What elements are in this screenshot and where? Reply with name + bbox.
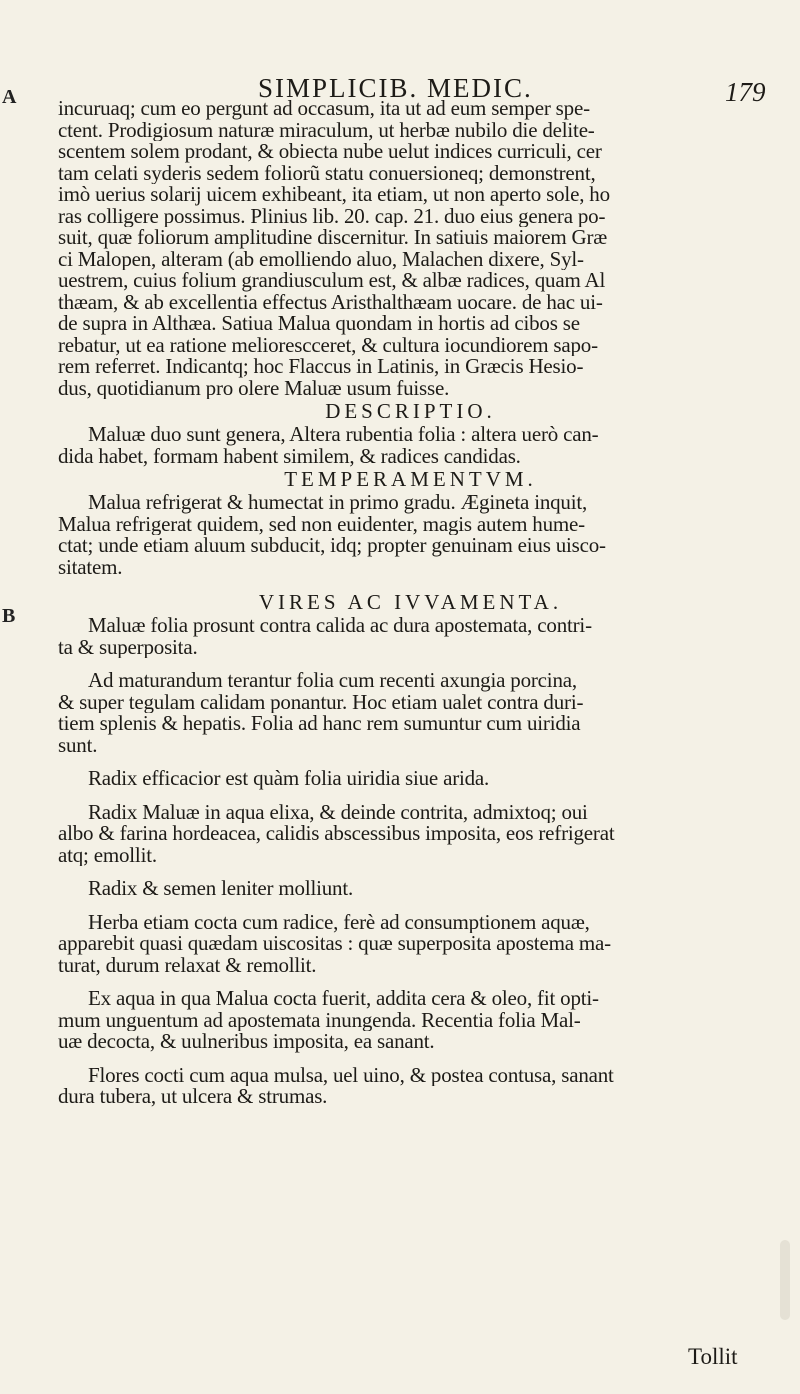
text-line: imò uerius solarij uicem exhibeant, ita etiam, ut non aperto sole, ho — [58, 184, 610, 206]
text-line: Maluæ duo sunt genera, Altera rubentia folia : altera uerò can- — [88, 424, 599, 446]
text-line: Malua refrigerat & humectat in primo gradu. Ægineta inquit, — [88, 492, 588, 514]
text-line: ctat; unde etiam aluum subducit, idq; propter genuinam eius uisco- — [58, 535, 606, 557]
catchword: Tollit — [688, 1344, 738, 1369]
paper-stain — [780, 1240, 790, 1320]
text-line: Ex aqua in qua Malua cocta fuerit, addita cera & oleo, fit opti- — [88, 988, 599, 1010]
margin-letter-a: A — [2, 86, 17, 108]
paragraph-vires-5 — [58, 878, 763, 900]
paragraph-vires-7 — [58, 988, 763, 1053]
text-line: suit, quæ foliorum amplitudine discernitur. In satiuis maiorem Græ — [58, 227, 608, 249]
text-line: ctent. Prodigiosum naturæ miraculum, ut herbæ nubilo die delite- — [58, 119, 595, 141]
heading-descriptio: DESCRIPTIO. — [325, 399, 496, 423]
text-line: tam celati syderis sedem foliorũ statu conuersioneq; demonstrent, — [58, 162, 596, 184]
text-line: Herba etiam cocta cum radice, ferè ad consumptionem aquæ, — [88, 911, 590, 933]
text-line: Radix & semen leniter molliunt. — [88, 878, 354, 900]
paragraph-temperamentum — [58, 492, 763, 578]
text-line: de supra in Althæa. Satiua Malua quondam in hortis ad cibos se — [58, 313, 580, 335]
text-line: sunt. — [58, 734, 98, 756]
text-line: Maluæ folia prosunt contra calida ac dura apostemata, contri- — [88, 615, 592, 637]
text-line: turat, durum relaxat & remollit. — [58, 954, 317, 976]
text-line: thæam, & ab excellentia effectus Aristhalthæam uocare. de hac ui- — [58, 291, 603, 313]
text-line: albo & farina hordeacea, calidis abscessibus imposita, eos refrigerat — [58, 823, 615, 845]
page-number: 179 — [725, 77, 766, 107]
paragraph-vires-8 — [58, 1065, 763, 1108]
paragraph-vires-2 — [58, 670, 763, 756]
text-line: uestrem, cuius folium grandiusculum est, & albæ radices, quam Al — [58, 270, 606, 292]
text-line: atq; emollit. — [58, 844, 157, 866]
text-line: & super tegulam calidam ponantur. Hoc etiam ualet contra duri- — [58, 691, 584, 713]
paragraph-vires-1 — [58, 615, 763, 658]
page-body — [58, 98, 763, 1108]
margin-letter-b: B — [2, 605, 16, 627]
text-line: mum unguentum ad apostemata inungenda. Recentia folia Mal- — [58, 1009, 581, 1031]
heading-vires: VIRES AC IVVAMENTA. — [258, 590, 563, 614]
text-line: sitatem. — [58, 556, 123, 578]
paragraph-vires-3 — [58, 768, 763, 790]
text-line: scentem solem prodant, & obiecta nube uelut indices curriculi, cer — [58, 141, 602, 163]
text-line: uæ decocta, & uulneribus imposita, ea sanant. — [58, 1031, 435, 1053]
paragraph-vires-4 — [58, 802, 763, 867]
text-line: ras colligere possimus. Plinius lib. 20. cap. 21. duo eius genera po- — [58, 205, 606, 227]
text-line: Radix efficacior est quàm folia uiridia siue arida. — [88, 768, 490, 790]
paragraph-descriptio — [58, 424, 763, 467]
text-line: incuruaq; cum eo pergunt ad occasum, ita ut ad eum semper spe- — [58, 98, 590, 120]
paragraph-vires-6 — [58, 912, 763, 977]
text-line: Flores cocti cum aqua mulsa, uel uino, & postea contusa, sanant — [88, 1064, 614, 1086]
heading-temperamentum: TEMPERAMENTVM. — [284, 467, 537, 491]
text-line: tiem splenis & hepatis. Folia ad hanc rem sumuntur cum uiridia — [58, 713, 581, 735]
text-line: ta & superposita. — [58, 636, 198, 658]
text-line: dura tubera, ut ulcera & strumas. — [58, 1086, 328, 1108]
running-head-title: SIMPLICIB. MEDIC. — [258, 73, 533, 103]
text-line: dus, quotidianum pro olere Maluæ usum fuisse. — [58, 377, 450, 399]
paragraph-intro — [58, 98, 763, 399]
text-line: rem referret. Indicantq; hoc Flaccus in Latinis, in Græcis Hesio- — [58, 356, 584, 378]
text-line: Radix Maluæ in aqua elixa, & deinde contrita, admixtoq; oui — [88, 801, 588, 823]
text-line: ci Malopen, alteram (ab emolliendo aluo, Malachen dixere, Syl- — [58, 248, 584, 270]
text-line: rebatur, ut ea ratione meliorescceret, & cultura iocundiorem sapo- — [58, 334, 598, 356]
text-line: dida habet, formam habent similem, & radices candidas. — [58, 445, 521, 467]
text-line: Malua refrigerat quidem, sed non euidenter, magis autem hume- — [58, 513, 585, 535]
text-line: apparebit quasi quædam uiscositas : quæ superposita apostema ma- — [58, 933, 611, 955]
text-line: Ad maturandum terantur folia cum recenti axungia porcina, — [88, 670, 577, 692]
